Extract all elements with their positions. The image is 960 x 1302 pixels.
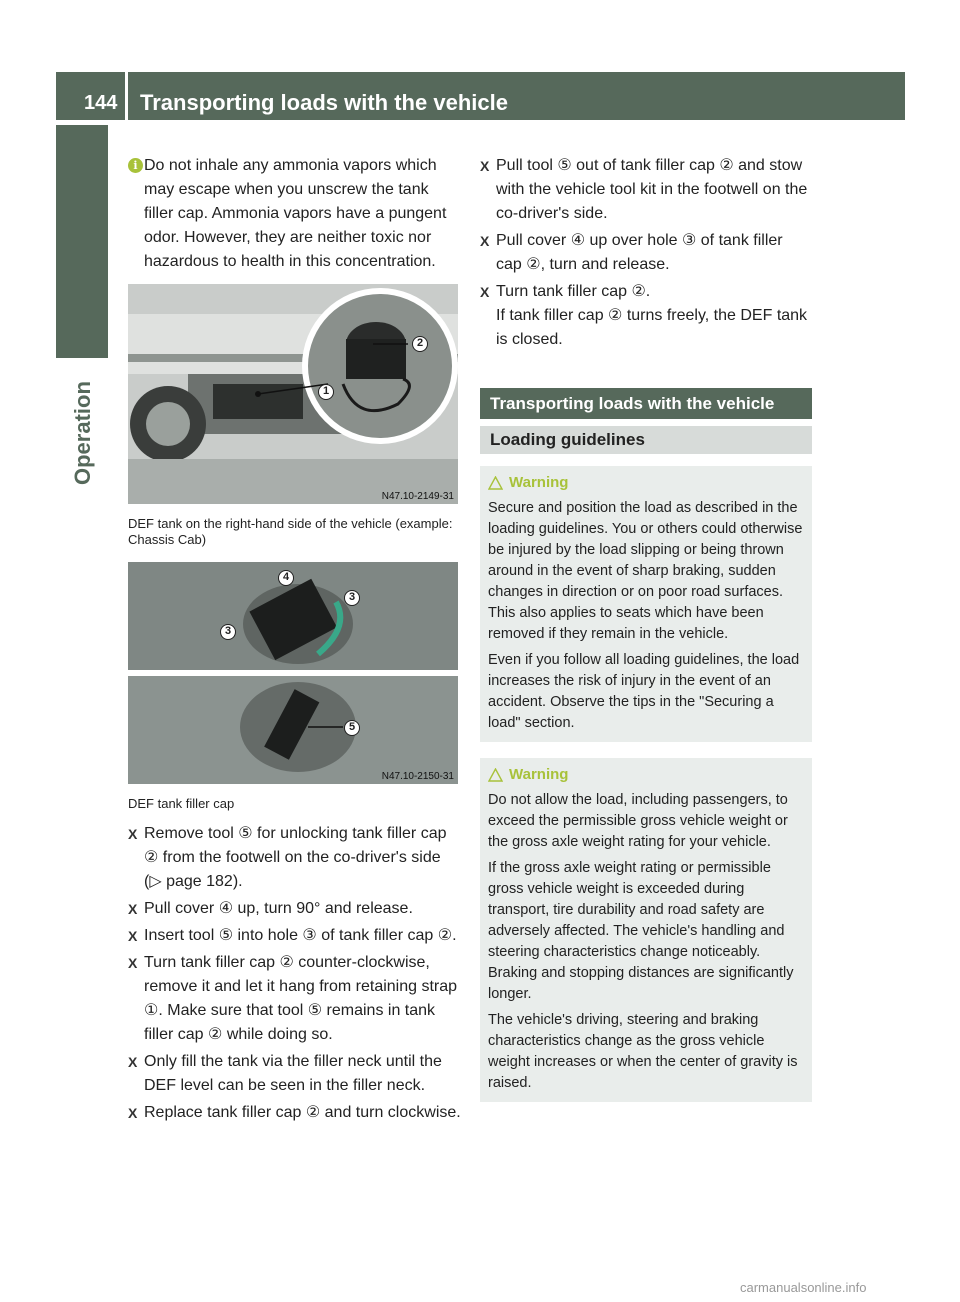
- instruction-step: [128, 924, 462, 948]
- figure-def-tank: [128, 284, 458, 504]
- callout-3-left: 3: [220, 624, 236, 640]
- warning-title-text: Warning: [509, 766, 569, 783]
- instruction-step: [128, 897, 462, 921]
- section-heading: Transporting loads with the vehicle: [480, 388, 812, 419]
- step-marker-icon: X: [480, 233, 490, 249]
- callout-5: 5: [344, 720, 360, 736]
- callout-4: 4: [278, 570, 294, 586]
- callout-1: 1: [318, 384, 334, 400]
- subsection-heading: Loading guidelines: [480, 426, 812, 454]
- step-marker-icon: X: [128, 928, 138, 944]
- page-number: 144: [84, 92, 118, 114]
- step-text: Remove tool ⑤ for unlocking tank filler cap ② from the footwell on the co-driver's side (▷ page 182).: [144, 825, 447, 890]
- instruction-step: [128, 1101, 462, 1125]
- step-text: Only fill the tank via the filler neck until the DEF level can be seen in the filler neck.: [144, 1053, 442, 1094]
- warning-paragraph: Secure and position the load as described in the loading guidelines. You or others could otherwise be injured by the load slipping or being thrown around in the event of sharp braking, sudden changes in direction or on poor road surfaces. This also applies to seats which have been removed if they remain in the vehicle.: [488, 500, 803, 642]
- warning-triangle-icon: [488, 768, 503, 782]
- step-marker-icon: X: [128, 955, 138, 971]
- figure-code: N47.10-2150-31: [381, 771, 454, 782]
- figure-caption: DEF tank filler cap: [128, 796, 235, 811]
- step-marker-icon: X: [128, 1105, 138, 1121]
- step-text: Turn tank filler cap ②. If tank filler cap ② turns freely, the DEF tank is closed.: [496, 283, 808, 348]
- warning-triangle-icon: [488, 476, 503, 490]
- instruction-step: [480, 229, 812, 277]
- warning-paragraph: If the gross axle weight rating or permissible gross vehicle weight is exceeded during transport, tire durability and road safety are adversely affected. The vehicle's handling and steering characteristics change noticeably. Braking and stopping distances are significantly longer.: [488, 860, 794, 1002]
- left-column: [128, 154, 462, 1128]
- warning-paragraph: Even if you follow all loading guidelines, the load increases the risk of injury in the event of an accident. Observe the tips in the "Securing a load" section.: [488, 652, 800, 731]
- instruction-list: [128, 822, 462, 1125]
- warning-title: [488, 764, 804, 786]
- step-text: Replace tank filler cap ② and turn clockwise.: [144, 1104, 461, 1121]
- warning-paragraph: Do not allow the load, including passengers, to exceed the permissible gross vehicle weight or the gross axle weight rating for your vehicle.: [488, 792, 788, 850]
- header-separator: [125, 72, 128, 120]
- instruction-list: [480, 154, 812, 352]
- figure-code: N47.10-2149-31: [381, 491, 454, 502]
- step-text: Pull cover ④ up over hole ③ of tank filler cap ②, turn and release.: [496, 232, 783, 273]
- step-marker-icon: X: [128, 1054, 138, 1070]
- right-column: [480, 154, 812, 1102]
- instruction-step: [480, 280, 812, 352]
- instruction-step: [480, 154, 812, 226]
- warning-title: [488, 472, 804, 494]
- warning-paragraph: The vehicle's driving, steering and braking characteristics change as the gross vehicle weight increases or when the center of gravity is raised.: [488, 1012, 798, 1091]
- step-text: Pull tool ⑤ out of tank filler cap ② and stow with the vehicle tool kit in the footwell on the co-driver's side.: [496, 157, 808, 222]
- instruction-step: [128, 1050, 462, 1098]
- figure-filler-cap: [128, 562, 458, 784]
- page-title: Transporting loads with the vehicle: [140, 90, 508, 115]
- info-note: [128, 154, 462, 274]
- info-icon: i: [128, 158, 143, 173]
- step-marker-icon: X: [128, 826, 138, 842]
- step-text: Insert tool ⑤ into hole ③ of tank filler cap ②.: [144, 927, 457, 944]
- filler-cap-illustration: [128, 562, 458, 784]
- callout-2: 2: [412, 336, 428, 352]
- step-marker-icon: X: [480, 284, 490, 300]
- step-text: Turn tank filler cap ② counter-clockwise, remove it and let it hang from retaining strap ①. Make sure that tool ⑤ remains in tank filler cap ② while doing so.: [144, 954, 458, 1043]
- step-text: Pull cover ④ up, turn 90° and release.: [144, 900, 413, 917]
- callout-3-top: 3: [344, 590, 360, 606]
- step-marker-icon: X: [480, 158, 490, 174]
- side-tab: [56, 125, 108, 358]
- instruction-step: [128, 822, 462, 894]
- warning-title-text: Warning: [509, 474, 569, 491]
- watermark: carmanualsonline.info: [740, 1280, 867, 1295]
- def-tank-illustration: [128, 284, 458, 504]
- info-text: Do not inhale any ammonia vapors which may escape when you unscrew the tank filler cap. Ammonia vapors have a pungent odor. However, they are neither toxic nor hazardous to health in this concentration.: [144, 157, 447, 270]
- figure-caption: DEF tank on the right-hand side of the vehicle (example: Chassis Cab): [128, 516, 453, 547]
- warning-box: [480, 466, 812, 742]
- chapter-label: Operation: [70, 381, 95, 485]
- step-marker-icon: X: [128, 901, 138, 917]
- instruction-step: [128, 951, 462, 1047]
- warning-box: [480, 758, 812, 1102]
